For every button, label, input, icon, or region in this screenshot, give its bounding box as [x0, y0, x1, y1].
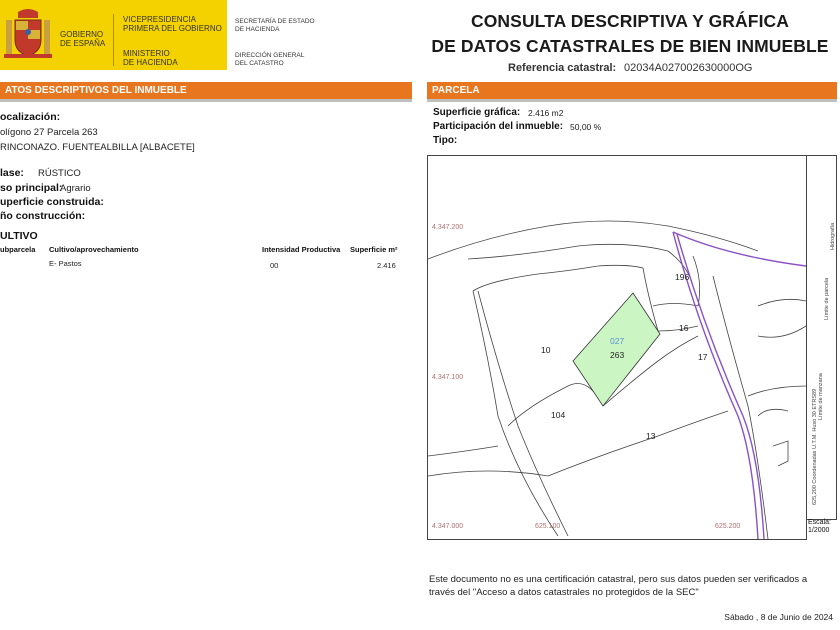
secretariat-name: [235, 18, 315, 34]
participation-value: 50,00 %: [570, 122, 602, 132]
disclaimer-line1: Este documento no es una certificación catastral, pero sus datos pueden ser verificados a: [429, 574, 808, 585]
directorate-line2: DEL CATASTRO: [235, 60, 284, 67]
main-use-label: so principal:: [0, 182, 63, 194]
scale-value: 1/2000: [808, 527, 830, 534]
legend-hydrography: Hidrografía: [830, 222, 836, 250]
coord-east-mid: 625.100: [535, 523, 561, 530]
disclaimer-note: [429, 573, 834, 599]
descriptive-data-section-header: ATOS DESCRIPTIVOS DEL INMUEBLE: [0, 82, 412, 99]
location-line1: olígono 27 Parcela 263: [0, 127, 98, 138]
vice-line2: PRIMERA DEL GOBIERNO: [123, 24, 222, 33]
cadastral-reference-label: Referencia catastral:: [508, 62, 617, 74]
col-intensity: Intensidad Productiva: [262, 245, 341, 254]
directorate-line1: DIRECCIÓN GENERAL: [235, 52, 305, 59]
coord-north-bottom: 4.347.000: [432, 523, 464, 530]
col-surface: Superficie m²: [350, 245, 398, 254]
cadastral-reference-value: 02034A027002630000OG: [624, 62, 753, 74]
parcel-header-shadow: [427, 99, 837, 102]
scale-box: [808, 519, 838, 540]
parcel-label-027: 027: [610, 336, 625, 346]
document-title-line1: CONSULTA DESCRIPTIVA Y GRÁFICA: [470, 11, 790, 31]
graphic-surface-value: 2.416 m2: [528, 108, 564, 118]
built-area-label: uperficie construida:: [0, 196, 104, 208]
parcel-label-196: 196: [675, 272, 690, 282]
location-label: ocalización:: [0, 111, 61, 123]
secretariat-line2: DE HACIENDA: [235, 26, 280, 33]
row-crop: E- Pastos: [49, 259, 82, 268]
parcel-label-13: 13: [646, 431, 656, 441]
col-crop: Cultivo/aprovechamiento: [49, 245, 139, 254]
coat-of-arms-icon: [2, 6, 54, 64]
coord-east-right: 625.200: [715, 523, 741, 530]
parcel-label-17: 17: [698, 352, 708, 362]
type-label: Tipo:: [433, 135, 458, 146]
government-name: [60, 30, 105, 48]
legend-parcel-limit: Límite de parcela: [824, 277, 830, 320]
ministry-line1: MINISTERIO: [123, 49, 170, 58]
document-date: Sábado , 8 de Junio de 2024: [724, 612, 833, 622]
parcel-section-header: PARCELA: [427, 82, 837, 99]
participation-label: Participación del inmueble:: [433, 121, 564, 132]
graphic-surface-label: Superficie gráfica:: [433, 107, 521, 118]
parcel-label-10: 10: [541, 345, 551, 355]
vice-line1: VICEPRESIDENCIA: [123, 15, 196, 24]
disclaimer-line2: través del "Acceso a datos catastrales no protegidos de la SEC": [429, 587, 699, 598]
ministry-name: [123, 49, 178, 67]
location-line2: RINCONAZO. FUENTEALBILLA [ALBACETE]: [0, 142, 195, 153]
section-header-shadow: [0, 99, 412, 102]
legend-coords: 625,200 Coordenadas U.T.M. Huso 30 ETRS89: [812, 388, 818, 505]
parcel-label-16: 16: [679, 323, 689, 333]
logo-divider: [113, 14, 114, 66]
class-value: RÚSTICO: [38, 168, 81, 179]
cadastral-map: [428, 156, 806, 539]
document-title-line2: DE DATOS CATASTRALES DE BIEN INMUEBLE: [431, 36, 829, 56]
parcel-label-263: 263: [610, 350, 625, 360]
row-surface: 2.416: [377, 261, 396, 270]
govt-name-line2: DE ESPAÑA: [60, 39, 106, 48]
parcel-label-104: 104: [551, 410, 566, 420]
ministry-line2: DE HACIENDA: [123, 58, 178, 67]
secretariat-line1: SECRETARÍA DE ESTADO: [235, 18, 315, 25]
crop-label: ULTIVO: [0, 230, 38, 242]
scale-label: Escala:: [808, 519, 831, 526]
govt-name-line1: GOBIERNO: [60, 30, 104, 39]
construction-year-label: ño construcción:: [0, 210, 86, 222]
vicepresidency-name: [123, 15, 222, 33]
coord-north-top: 4.347.200: [432, 224, 464, 231]
class-label: lase:: [0, 167, 24, 179]
coord-north-mid: 4.347.100: [432, 374, 464, 381]
col-subparcel: ubparcela: [0, 245, 36, 254]
row-intensity: 00: [270, 261, 279, 270]
directorate-name: [235, 52, 304, 68]
main-use-value: Agrario: [60, 183, 91, 194]
legend-block-limit: Límite de manzana: [818, 373, 824, 420]
